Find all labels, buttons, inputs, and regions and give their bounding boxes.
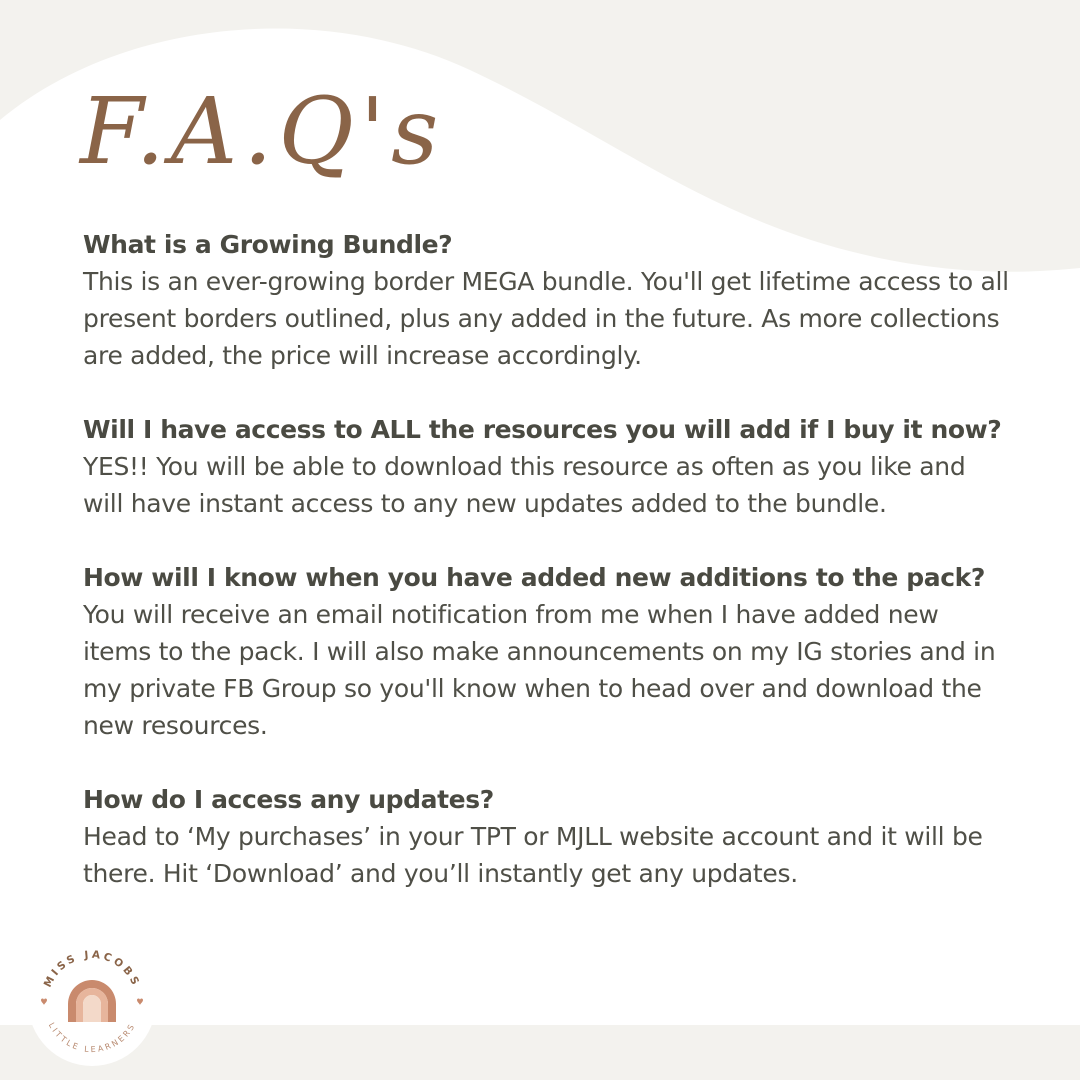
faq-item [83,411,1013,522]
brand-logo [28,938,156,1066]
faq-item [83,226,1013,374]
faq-item [83,781,1013,892]
faq-question: How will I know when you have added new additions to the pack? [83,563,985,592]
rainbow-icon [28,938,156,1066]
logo-bottom-text: LITTLE LEARNERS [46,1021,138,1055]
faq-list [83,226,1013,929]
svg-text:LITTLE LEARNERS [47,1021,138,1054]
faq-question: Will I have access to ALL the resources you will add if I buy it now? [83,415,1002,444]
faq-item [83,559,1013,744]
faq-answer: YES!! You will be able to download this resource as often as you like and will have instant access to any new updates added to the bundle. [83,452,966,518]
logo-top-text: MISS JACOBS [41,948,143,990]
page-title: F.A.Q's [80,78,445,185]
faq-answer: This is an ever-growing border MEGA bundle. You'll get lifetime access to all present borders outlined, plus any added in the future. As more collections are added, the price will increase accordingly. [83,267,1009,370]
faq-answer: Head to ‘My purchases’ in your TPT or MJLL website account and it will be there. Hit ‘Download’ and you’ll instantly get any updates. [83,822,983,888]
faq-answer: You will receive an email notification from me when I have added new items to the pack. I will also make announcements on my IG stories and in my private FB Group so you'll know when to head over and download the new resources. [83,600,996,740]
faq-question: What is a Growing Bundle? [83,230,453,259]
faq-question: How do I access any updates? [83,785,494,814]
